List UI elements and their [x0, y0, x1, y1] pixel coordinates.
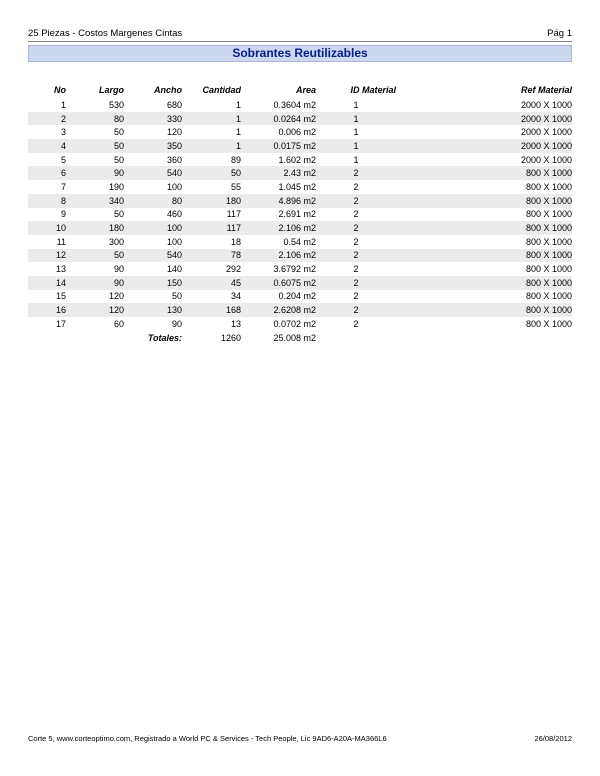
cell-cantidad: 89: [230, 154, 241, 165]
cell-no: 10: [28, 221, 66, 235]
cell-id-material: 1: [353, 154, 359, 165]
table-row: [28, 235, 572, 249]
footer-registration: Corte 5, www.corteoptimo.com, Registrado a World PC & Services - Tech People, Lic 9AD6-A20A-MA366L6: [28, 734, 387, 743]
cell-id-material: 2: [353, 291, 359, 302]
table-row: [28, 249, 572, 263]
table-row: [28, 303, 572, 317]
cell-ref-material: 800 X 1000: [396, 194, 572, 208]
cell-ref-material: 800 X 1000: [525, 291, 572, 302]
cell-area: 0.0702 m2: [273, 318, 316, 329]
cell-area: 4.896 m2: [241, 194, 316, 208]
cell-cantidad: 34: [230, 291, 241, 302]
cell-no: 14: [28, 276, 66, 290]
cell-area: 3.6792 m2: [273, 264, 316, 275]
cell-area: 0.006 m2: [278, 127, 316, 138]
cell-no: 13: [55, 264, 66, 275]
cell-largo: 60: [113, 318, 124, 329]
table-row: [28, 290, 572, 304]
cell-ancho: 100: [166, 236, 182, 247]
table-row: [28, 221, 572, 235]
cell-cantidad: 168: [182, 303, 241, 317]
table-row: [28, 180, 572, 194]
cell-ancho: 120: [166, 127, 182, 138]
cell-id-material: 2: [353, 264, 359, 275]
cell-ref-material: 800 X 1000: [396, 249, 572, 263]
cell-largo: 80: [66, 112, 124, 126]
cell-largo: 90: [66, 166, 124, 180]
section-title: Sobrantes Reutilizables: [28, 45, 572, 62]
cell-largo: 50: [113, 154, 124, 165]
cell-no: 2: [28, 112, 66, 126]
header-divider: [28, 41, 572, 42]
cell-ref-material: 800 X 1000: [525, 264, 572, 275]
cell-cantidad: 117: [182, 221, 241, 235]
cell-ref-material: 800 X 1000: [525, 318, 572, 329]
cell-id-material: 2: [316, 166, 396, 180]
cell-id-material: 2: [316, 194, 396, 208]
report-title: 25 Piezas - Costos Margenes Cintas: [28, 28, 183, 39]
totals-spacer: [28, 331, 66, 345]
cell-no: 16: [28, 303, 66, 317]
cell-no: 9: [60, 209, 66, 220]
cell-area: 0.0264 m2: [241, 112, 316, 126]
cell-largo: 50: [113, 127, 124, 138]
cell-id-material: 1: [316, 139, 396, 153]
cell-ref-material: 2000 X 1000: [396, 139, 572, 153]
cell-id-material: 2: [353, 236, 359, 247]
cell-largo: 120: [108, 291, 124, 302]
table-row: [28, 153, 572, 167]
column-header-no: No: [54, 85, 66, 95]
cell-area: 0.3604 m2: [273, 99, 316, 110]
cell-ref-material: 2000 X 1000: [520, 99, 572, 110]
cell-area: 1.045 m2: [278, 181, 316, 192]
cell-largo: 50: [113, 209, 124, 220]
cell-largo: 90: [113, 264, 124, 275]
cell-ancho: 540: [124, 249, 182, 263]
cell-largo: 180: [66, 221, 124, 235]
cell-cantidad: 45: [182, 276, 241, 290]
cell-ancho: 540: [124, 166, 182, 180]
cell-ref-material: 800 X 1000: [396, 303, 572, 317]
cell-largo: 50: [66, 249, 124, 263]
remnants-table: [28, 82, 572, 344]
cell-area: 0.54 m2: [283, 236, 316, 247]
cell-ancho: 100: [166, 181, 182, 192]
cell-largo: 190: [108, 181, 124, 192]
table-row: [28, 194, 572, 208]
cell-largo: 120: [66, 303, 124, 317]
cell-cantidad: 1: [182, 139, 241, 153]
table-row: [28, 112, 572, 126]
cell-area: 0.204 m2: [278, 291, 316, 302]
totals-spacer: [396, 331, 572, 345]
cell-no: 12: [28, 249, 66, 263]
cell-ref-material: 800 X 1000: [525, 209, 572, 220]
column-header-area: Area: [295, 85, 316, 95]
cell-cantidad: 117: [226, 209, 241, 220]
cell-area: 0.6075 m2: [241, 276, 316, 290]
cell-ref-material: 800 X 1000: [525, 236, 572, 247]
table-row: [28, 262, 572, 276]
cell-cantidad: 50: [182, 166, 241, 180]
table-row: [28, 317, 572, 331]
cell-largo: 530: [108, 99, 124, 110]
column-header-cantidad: Cantidad: [202, 85, 241, 95]
totals-row: [28, 331, 572, 345]
column-header-ancho: Ancho: [154, 85, 182, 95]
cell-ref-material: 800 X 1000: [396, 166, 572, 180]
cell-id-material: 1: [353, 99, 359, 110]
cell-cantidad: 1: [182, 112, 241, 126]
cell-ancho: 330: [124, 112, 182, 126]
cell-area: 2.106 m2: [241, 249, 316, 263]
cell-ancho: 100: [124, 221, 182, 235]
cell-no: 11: [56, 236, 66, 247]
table-row: [28, 166, 572, 180]
cell-ancho: 90: [171, 318, 182, 329]
cell-ref-material: 2000 X 1000: [396, 112, 572, 126]
cell-no: 7: [60, 181, 66, 192]
cell-no: 8: [28, 194, 66, 208]
cell-area: 1.602 m2: [278, 154, 316, 165]
cell-no: 17: [55, 318, 66, 329]
cell-no: 1: [60, 99, 66, 110]
cell-area: 2.43 m2: [241, 166, 316, 180]
cell-ancho: 130: [124, 303, 182, 317]
totals-area: 25.008 m2: [273, 332, 316, 343]
cell-cantidad: 180: [182, 194, 241, 208]
cell-ancho: 50: [171, 291, 182, 302]
cell-id-material: 2: [316, 249, 396, 263]
cell-cantidad: 1: [235, 99, 241, 110]
column-header-ref-material: Ref Material: [520, 85, 572, 95]
cell-id-material: 2: [316, 276, 396, 290]
table-header-row: [28, 82, 572, 98]
table-row: [28, 98, 572, 112]
table-row: [28, 276, 572, 290]
cell-ancho: 360: [166, 154, 182, 165]
cell-cantidad: 292: [225, 264, 241, 275]
table-body: [28, 98, 572, 331]
footer-date: 26/08/2012: [534, 734, 572, 743]
cell-ancho: 680: [166, 99, 182, 110]
cell-ref-material: 2000 X 1000: [520, 154, 572, 165]
cell-ref-material: 800 X 1000: [525, 181, 572, 192]
cell-ref-material: 800 X 1000: [396, 276, 572, 290]
column-header-id-material: ID Material: [350, 85, 396, 95]
cell-largo: 300: [108, 236, 124, 247]
page-number: Pág 1: [547, 28, 572, 39]
cell-id-material: 1: [316, 112, 396, 126]
cell-id-material: 2: [353, 181, 359, 192]
cell-cantidad: 18: [230, 236, 241, 247]
cell-no: 6: [28, 166, 66, 180]
cell-ancho: 460: [166, 209, 182, 220]
table-row: [28, 139, 572, 153]
cell-no: 4: [28, 139, 66, 153]
totals-spacer: [316, 331, 396, 345]
table-row: [28, 125, 572, 139]
cell-ancho: 140: [166, 264, 182, 275]
cell-id-material: 2: [316, 221, 396, 235]
cell-largo: 340: [66, 194, 124, 208]
column-header-largo: Largo: [98, 85, 124, 95]
cell-area: 2.106 m2: [241, 221, 316, 235]
cell-ancho: 350: [124, 139, 182, 153]
cell-cantidad: 78: [182, 249, 241, 263]
cell-id-material: 1: [353, 127, 359, 138]
cell-cantidad: 1: [235, 127, 241, 138]
cell-id-material: 2: [353, 318, 359, 329]
cell-id-material: 2: [316, 303, 396, 317]
cell-id-material: 2: [353, 209, 359, 220]
cell-ref-material: 800 X 1000: [396, 221, 572, 235]
cell-cantidad: 13: [230, 318, 241, 329]
totals-cantidad: 1260: [220, 332, 241, 343]
cell-cantidad: 55: [230, 181, 241, 192]
cell-largo: 50: [66, 139, 124, 153]
cell-no: 5: [60, 154, 66, 165]
cell-area: 2.691 m2: [278, 209, 316, 220]
totals-spacer: [66, 331, 124, 345]
cell-area: 0.0175 m2: [241, 139, 316, 153]
totals-label: Totales:: [147, 332, 182, 343]
cell-largo: 90: [66, 276, 124, 290]
cell-ref-material: 2000 X 1000: [520, 127, 572, 138]
cell-ancho: 80: [124, 194, 182, 208]
cell-ancho: 150: [124, 276, 182, 290]
cell-no: 3: [60, 127, 66, 138]
cell-no: 15: [55, 291, 66, 302]
cell-area: 2.6208 m2: [241, 303, 316, 317]
table-row: [28, 208, 572, 222]
